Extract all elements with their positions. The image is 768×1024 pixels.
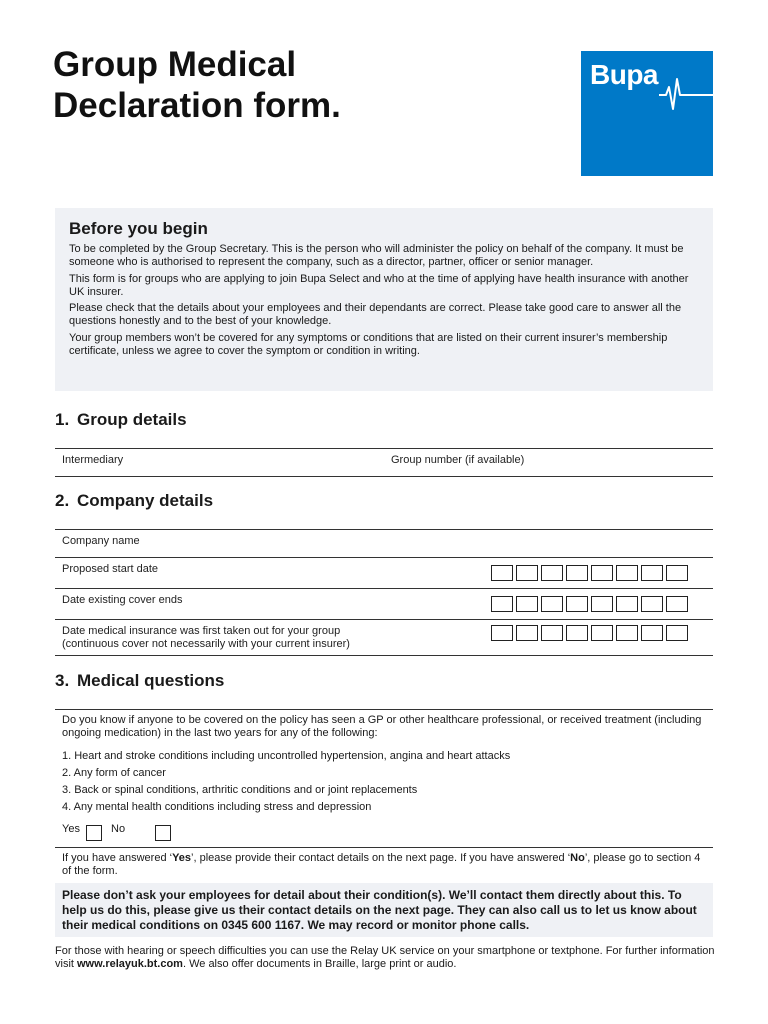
section-1-heading [55, 410, 187, 430]
divider [55, 529, 713, 530]
group-number-field[interactable]: Group number (if available) [391, 454, 525, 466]
section-3-heading [55, 671, 224, 691]
date-digit-box[interactable] [616, 596, 638, 612]
intro-paragraph-3: Please check that the details about your employees and their dependants are correct. Please take good care to answer all the questions honestly and to the best of your knowledge. [69, 302, 682, 328]
date-digit-box[interactable] [566, 565, 588, 581]
date-digit-box[interactable] [566, 596, 588, 612]
section-1-number: 1. [55, 410, 70, 429]
date-digit-box[interactable] [591, 596, 613, 612]
yes-checkbox[interactable] [86, 825, 102, 841]
list-item: 1. Heart and stroke conditions including uncontrolled hypertension, angina and heart attacks [62, 750, 511, 762]
heartbeat-icon [581, 51, 713, 176]
section-3-number: 3. [55, 671, 70, 690]
answer-note-yes: Yes [172, 852, 192, 864]
first-taken-label-line-1: Date medical insurance was first taken out for your group [62, 625, 341, 637]
date-digit-box[interactable] [516, 596, 538, 612]
first-taken-label-line-2: (continuous cover not necessarily with your current insurer) [62, 638, 350, 650]
date-digit-box[interactable] [641, 596, 663, 612]
cover-ends-boxes[interactable] [491, 596, 688, 612]
answer-note-no: No [570, 852, 585, 864]
divider [55, 448, 713, 449]
date-digit-box[interactable] [591, 565, 613, 581]
bupa-logo [581, 51, 713, 176]
divider [55, 709, 713, 710]
date-digit-box[interactable] [666, 625, 688, 641]
list-item: 3. Back or spinal conditions, arthritic conditions and or joint replacements [62, 784, 418, 796]
divider [55, 476, 713, 477]
medical-question: Do you know if anyone to be covered on the policy has seen a GP or other healthcare professional, or received treatment (including ongoing medication) in the last two years for any of the following: [62, 714, 702, 739]
intro-paragraph-4: Your group members won’t be covered for any symptoms or conditions that are listed on their current insurer’s membership certificate, unless we agree to cover the symptom or condition in writing. [69, 331, 668, 358]
start-date-boxes[interactable] [491, 565, 688, 581]
date-digit-box[interactable] [491, 596, 513, 612]
divider [55, 847, 713, 848]
date-digit-box[interactable] [491, 625, 513, 641]
relay-uk-link[interactable]: www.relayuk.bt.com [77, 958, 183, 971]
list-item: 4. Any mental health conditions including stress and depression [62, 801, 372, 813]
section-2-heading [55, 491, 213, 511]
logo-text: Bupa [590, 59, 658, 90]
section-2-title: Company details [77, 491, 214, 510]
date-digit-box[interactable] [641, 565, 663, 581]
contact-notice: Please don’t ask your employees for detail about their condition(s). We’ll contact them directly about this. To help us do this, please give us their contact details on the next page. They can also call us to let us know about their medical conditions on 0345 600 1167. We may record or monitor phone calls. [55, 883, 713, 937]
date-digit-box[interactable] [666, 596, 688, 612]
yes-label: Yes [62, 823, 80, 835]
intro-paragraph-2: This form is for groups who are applying to join Bupa Select and who at the time of applying have health insurance with another UK insurer. [69, 272, 689, 298]
date-digit-box[interactable] [666, 565, 688, 581]
footer-part-2: . We also offer documents in Braille, large print or audio. [182, 958, 457, 971]
intro-paragraph-1: To be completed by the Group Secretary. This is the person who will administer the policy on behalf of the company. It must be someone who is authorised to represent the company, such as a director, partner, officer or senior manager. [69, 243, 684, 269]
date-digit-box[interactable] [541, 625, 563, 641]
answer-instructions [62, 852, 702, 878]
date-digit-box[interactable] [566, 625, 588, 641]
section-2-number: 2. [55, 491, 70, 510]
date-digit-box[interactable] [491, 565, 513, 581]
date-digit-box[interactable] [591, 625, 613, 641]
date-digit-box[interactable] [641, 625, 663, 641]
date-digit-box[interactable] [616, 565, 638, 581]
condition-list [62, 750, 510, 818]
first-taken-boxes[interactable] [491, 625, 688, 641]
answer-note-part-2: ’, please provide their contact details on the next page. If you have answered ‘ [191, 852, 571, 864]
divider [55, 619, 713, 620]
cover-ends-label: Date existing cover ends [62, 594, 183, 606]
company-name-field[interactable]: Company name [62, 535, 140, 547]
answer-note-part-3: ’, please go to section 4 of the form. [62, 852, 701, 877]
no-label: No [111, 823, 126, 835]
before-you-begin-panel [55, 208, 713, 391]
page-title [53, 44, 341, 126]
intro-heading: Before you begin [69, 219, 208, 238]
date-digit-box[interactable] [516, 625, 538, 641]
divider [55, 588, 713, 589]
no-checkbox[interactable] [155, 825, 171, 841]
divider [55, 655, 713, 656]
date-digit-box[interactable] [541, 596, 563, 612]
answer-note-part-1: If you have answered ‘ [62, 852, 173, 864]
list-item: 2. Any form of cancer [62, 767, 166, 779]
date-digit-box[interactable] [516, 565, 538, 581]
divider [55, 557, 713, 558]
footer-part-1: For those with hearing or speech difficulties you can use the Relay UK service on your smartphone or textphone. For further information visit [55, 945, 715, 971]
title-line-1: Group Medical [53, 45, 297, 84]
date-digit-box[interactable] [541, 565, 563, 581]
title-line-2: Declaration form. [53, 86, 341, 125]
section-1-title: Group details [77, 410, 187, 429]
section-3-title: Medical questions [77, 671, 225, 690]
first-taken-label [62, 625, 350, 651]
footer-text [55, 945, 715, 972]
date-digit-box[interactable] [616, 625, 638, 641]
start-date-label: Proposed start date [62, 563, 159, 575]
intermediary-field[interactable]: Intermediary [62, 454, 124, 466]
